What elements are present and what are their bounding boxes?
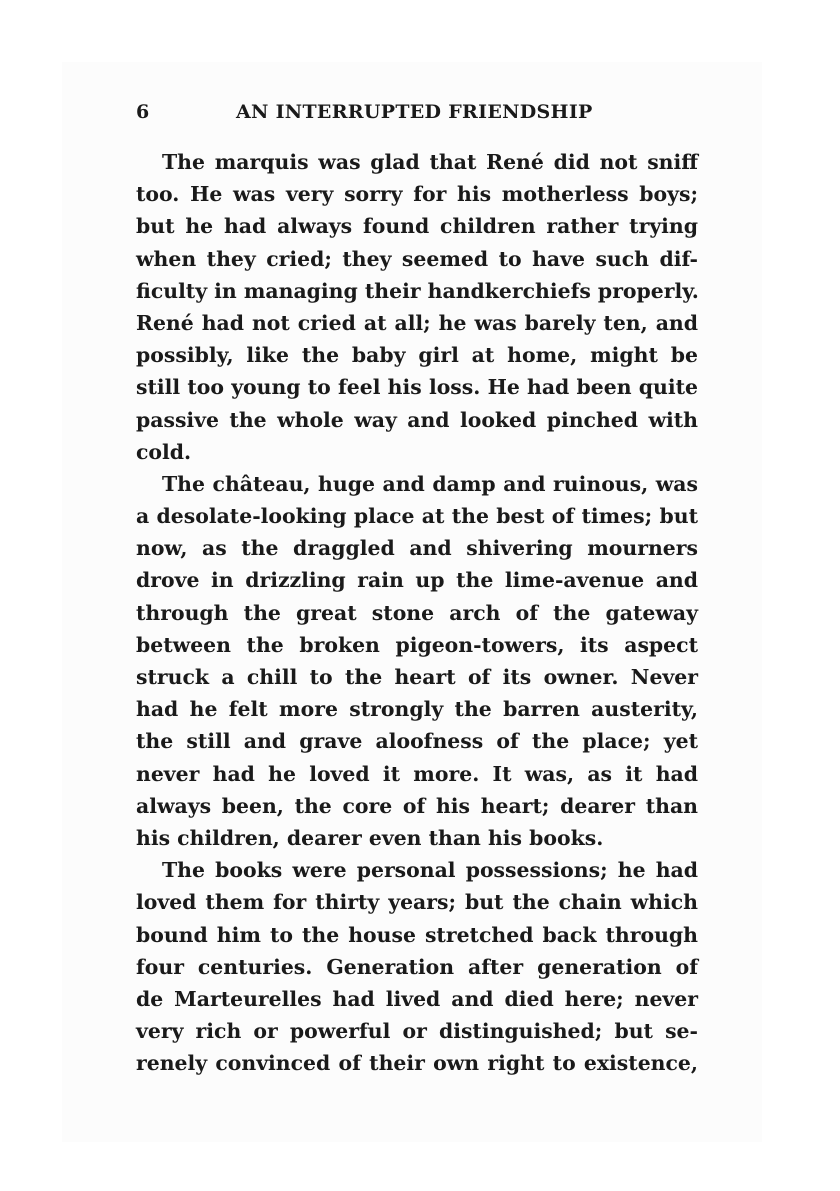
text-line: always been, the core of his heart; dearer than: [136, 793, 698, 818]
text-line: de Marteurelles had lived and died here; never: [136, 986, 698, 1011]
text-line: renely convinced of their own right to existence,: [136, 1051, 698, 1076]
paragraph-1: [136, 146, 698, 468]
text-line: cold.: [136, 439, 192, 464]
text-line: The marquis was glad that René did not sniff: [162, 150, 698, 174]
page-number: 6: [136, 101, 150, 123]
text-line: when they cried; they seemed to have such dif-: [136, 246, 698, 271]
text-line: too. He was very sorry for his motherless boys;: [136, 182, 698, 207]
text-line: loved them for thirty years; but the chain which: [136, 890, 698, 915]
text-line: drove in drizzling rain up the lime-avenue and: [136, 568, 698, 593]
paragraph-3: [136, 854, 698, 1079]
text-line: possibly, like the baby girl at home, might be: [136, 343, 698, 368]
text-line: but he had always found children rather trying: [136, 214, 698, 239]
text-line: ficulty in managing their handkerchiefs properly.: [136, 278, 699, 303]
text-line: bound him to the house stretched back through: [136, 922, 698, 947]
running-head: [136, 96, 700, 128]
running-title: AN INTERRUPTED FRIENDSHIP: [236, 101, 593, 123]
paragraph-2: [136, 468, 698, 854]
text-line: had he felt more strongly the barren austerity,: [136, 697, 698, 722]
text-line: still too young to feel his loss. He had been quite: [136, 375, 698, 400]
text-line: The château, huge and damp and ruinous, was: [162, 471, 698, 496]
text-line: a desolate-looking place at the best of times; but: [136, 504, 698, 529]
text-line: through the great stone arch of the gateway: [136, 600, 698, 625]
text-line: René had not cried at all; he was barely ten, and: [136, 310, 698, 335]
text-line: passive the whole way and looked pinched with: [136, 407, 698, 432]
text-line: never had he loved it more. It was, as it had: [136, 761, 698, 786]
text-line: the still and grave aloofness of the place; yet: [136, 729, 698, 754]
body-text: [136, 146, 698, 1079]
text-line: now, as the draggled and shivering mourners: [136, 536, 698, 561]
text-line: between the broken pigeon-towers, its aspect: [136, 632, 698, 657]
text-line: four centuries. Generation after generation of: [136, 954, 698, 979]
text-line: his children, dearer even than his books.: [136, 825, 604, 850]
text-line: The books were personal possessions; he had: [162, 858, 698, 883]
text-line: very rich or powerful or distinguished; but se-: [136, 1019, 698, 1044]
text-line: struck a chill to the heart of its owner. Never: [136, 665, 698, 689]
